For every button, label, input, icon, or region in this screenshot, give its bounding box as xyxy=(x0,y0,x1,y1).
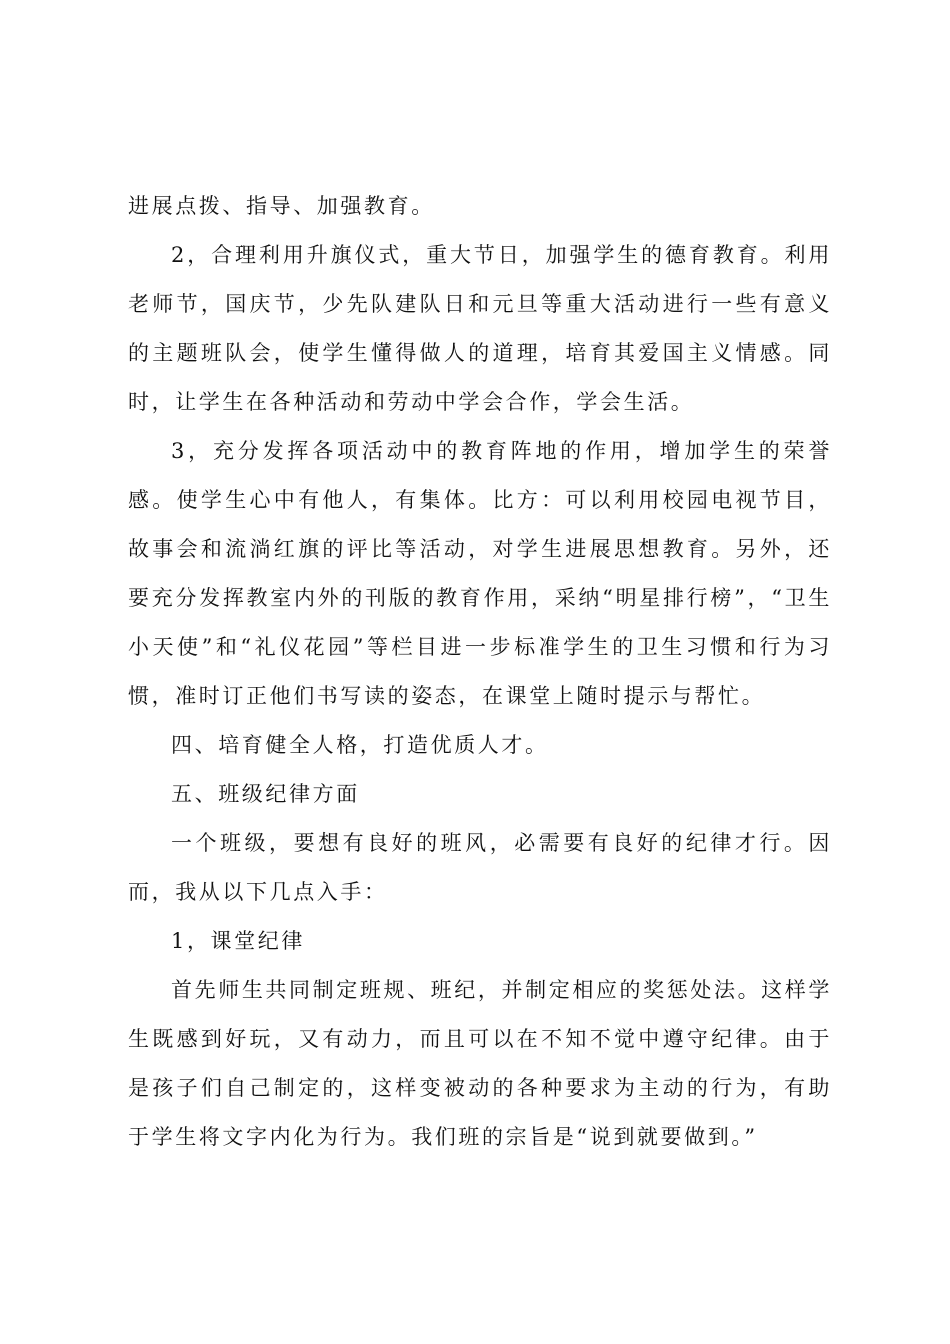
paragraph-item-2: 2，合理利用升旗仪式，重大节日，加强学生的德育教育。利用老师节，国庆节，少先队建队日和元旦等重大活动进行一些有意义的主题班队会，使学生懂得做人的道理，培育其爱国主义情感。同时，让学生在各种活动和劳动中学会合作，学会生活。 xyxy=(128,243,832,414)
section-heading-five: 五、班级纪律方面 xyxy=(171,782,360,806)
paragraph-continuation: 进展点拨、指导、加强教育。 xyxy=(128,194,435,218)
document-body xyxy=(128,182,832,1162)
paragraph-class-rules: 首先师生共同制定班规、班纪，并制定相应的奖惩处法。这样学生既感到好玩，又有动力，而且可以在不知不觉中遵守纪律。由于是孩子们自己制定的，这样变被动的各种要求为主动的行为，有助于学生将文字内化为行为。我们班的宗旨是“说到就要做到。” xyxy=(128,978,832,1149)
subheading-classroom-discipline: 1，课堂纪律 xyxy=(171,929,305,953)
paragraph-discipline-intro: 一个班级，要想有良好的班风，必需要有良好的纪律才行。因而，我从以下几点入手： xyxy=(128,831,832,904)
section-heading-four: 四、培育健全人格，打造优质人才。 xyxy=(171,733,549,757)
paragraph-item-3: 3，充分发挥各项活动中的教育阵地的作用，增加学生的荣誉感。使学生心中有他人，有集体。比方：可以利用校园电视节目，故事会和流淌红旗的评比等活动，对学生进展思想教育。另外，还要充分发挥教室内外的刊版的教育作用，采纳“明星排行榜”，“卫生小天使”和“礼仪花园”等栏目进一步标准学生的卫生习惯和行为习惯，准时订正他们书写读的姿态，在课堂上随时提示与帮忙。 xyxy=(128,439,832,708)
